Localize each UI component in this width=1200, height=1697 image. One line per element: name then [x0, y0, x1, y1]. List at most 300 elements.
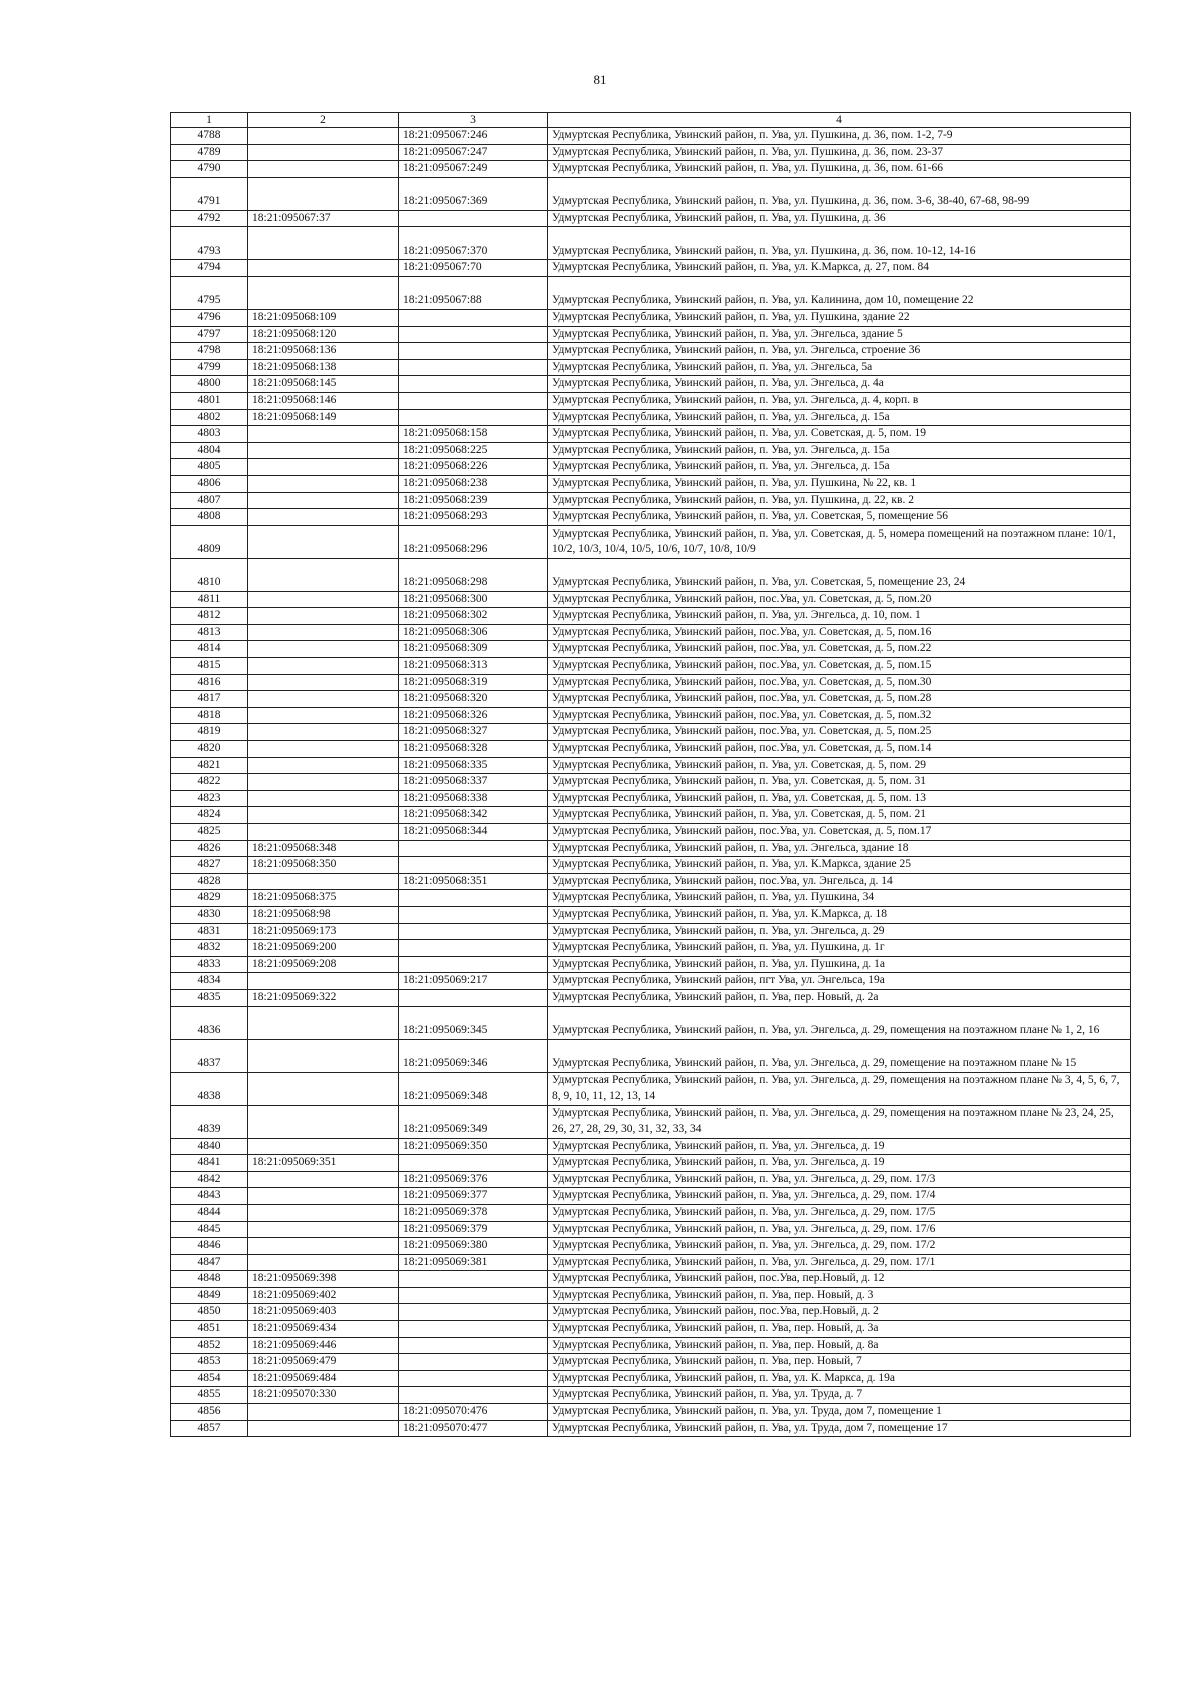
table-row [171, 1039, 1131, 1072]
address: Удмуртская Республика, Увинский район, п. Ува, ул. К.Маркса, здание 25 [548, 857, 1131, 874]
cadastral-number-col3 [399, 1271, 548, 1288]
cadastral-number-col3: 18:21:095068:328 [399, 741, 548, 758]
cadastral-number-col2 [248, 658, 399, 675]
cadastral-number-col3: 18:21:095069:381 [399, 1254, 548, 1271]
row-number: 4814 [171, 641, 248, 658]
row-number: 4823 [171, 790, 248, 807]
cadastral-number-col2 [248, 724, 399, 741]
cadastral-number-col3 [399, 1321, 548, 1338]
row-number: 4845 [171, 1221, 248, 1238]
row-number: 4798 [171, 343, 248, 360]
cadastral-number-col2: 18:21:095069:200 [248, 940, 399, 957]
table-row [171, 741, 1131, 758]
cadastral-number-col2: 18:21:095069:479 [248, 1354, 399, 1371]
address: Удмуртская Республика, Увинский район, п. Ува, ул. Энгельса, д. 10, пом. 1 [548, 608, 1131, 625]
address: Удмуртская Республика, Увинский район, п. Ува, ул. Пушкина, д. 1г [548, 940, 1131, 957]
table-row [171, 757, 1131, 774]
row-number: 4807 [171, 492, 248, 509]
address: Удмуртская Республика, Увинский район, п. Ува, ул. Энгельса, д. 29, пом. 17/1 [548, 1254, 1131, 1271]
address: Удмуртская Республика, Увинский район, п. Ува, ул. Энгельса, д. 29, помещение на поэтажном плане № 15 [548, 1039, 1131, 1072]
row-number: 4855 [171, 1387, 248, 1404]
table-row [171, 790, 1131, 807]
cadastral-number-col3: 18:21:095068:351 [399, 873, 548, 890]
address: Удмуртская Республика, Увинский район, пос.Ува, ул. Советская, д. 5, пом.17 [548, 824, 1131, 841]
cadastral-number-col3: 18:21:095070:477 [399, 1420, 548, 1437]
row-number: 4818 [171, 707, 248, 724]
table-row [171, 1188, 1131, 1205]
table-row [171, 525, 1131, 558]
table-row [171, 177, 1131, 210]
cadastral-number-col3: 18:21:095067:247 [399, 144, 548, 161]
cadastral-number-col2: 18:21:095068:136 [248, 343, 399, 360]
row-number: 4802 [171, 409, 248, 426]
cadastral-number-col3: 18:21:095069:380 [399, 1238, 548, 1255]
cadastral-number-col3: 18:21:095069:350 [399, 1138, 548, 1155]
cadastral-number-col3 [399, 210, 548, 227]
cadastral-number-col2 [248, 1138, 399, 1155]
cadastral-number-col3: 18:21:095067:88 [399, 276, 548, 309]
table-row [171, 392, 1131, 409]
cadastral-number-col2 [248, 525, 399, 558]
cadastral-number-col2 [248, 475, 399, 492]
address: Удмуртская Республика, Увинский район, пгт Ува, ул. Энгельса, 19а [548, 973, 1131, 990]
cadastral-number-col3 [399, 906, 548, 923]
cadastral-number-col3: 18:21:095069:379 [399, 1221, 548, 1238]
table-row [171, 1287, 1131, 1304]
cadastral-number-col2: 18:21:095069:322 [248, 989, 399, 1006]
table-row [171, 260, 1131, 277]
cadastral-number-col2 [248, 824, 399, 841]
row-number: 4803 [171, 426, 248, 443]
cadastral-number-col3 [399, 940, 548, 957]
cadastral-number-col2 [248, 1420, 399, 1437]
cadastral-number-col3: 18:21:095068:293 [399, 509, 548, 526]
row-number: 4788 [171, 128, 248, 145]
table-row [171, 641, 1131, 658]
row-number: 4790 [171, 161, 248, 178]
address: Удмуртская Республика, Увинский район, п. Ува, пер. Новый, д. 2а [548, 989, 1131, 1006]
cadastral-number-col3: 18:21:095068:326 [399, 707, 548, 724]
row-number: 4843 [171, 1188, 248, 1205]
address: Удмуртская Республика, Увинский район, п. Ува, ул. Советская, д. 5, пом. 29 [548, 757, 1131, 774]
address: Удмуртская Республика, Увинский район, п. Ува, ул. Энгельса, д. 29, пом. 17/2 [548, 1238, 1131, 1255]
table-row [171, 492, 1131, 509]
address: Удмуртская Республика, Увинский район, п. Ува, ул. Советская, 5, помещение 56 [548, 509, 1131, 526]
cadastral-number-col2 [248, 426, 399, 443]
table-row [171, 509, 1131, 526]
row-number: 4821 [171, 757, 248, 774]
table-row [171, 1006, 1131, 1039]
address: Удмуртская Республика, Увинский район, п. Ува, пер. Новый, д. 3 [548, 1287, 1131, 1304]
table-row [171, 426, 1131, 443]
table-row [171, 1337, 1131, 1354]
row-number: 4853 [171, 1354, 248, 1371]
row-number: 4849 [171, 1287, 248, 1304]
address: Удмуртская Республика, Увинский район, п. Ува, ул. Пушкина, д. 36, пом. 61-66 [548, 161, 1131, 178]
cadastral-number-col3: 18:21:095068:239 [399, 492, 548, 509]
cadastral-number-col3: 18:21:095069:378 [399, 1204, 548, 1221]
address: Удмуртская Республика, Увинский район, п. Ува, ул. Труда, дом 7, помещение 1 [548, 1404, 1131, 1421]
table-row [171, 724, 1131, 741]
row-number: 4793 [171, 227, 248, 260]
cadastral-number-col3 [399, 1155, 548, 1172]
cadastral-number-col3: 18:21:095068:225 [399, 442, 548, 459]
table-row [171, 276, 1131, 309]
address: Удмуртская Республика, Увинский район, п. Ува, ул. Энгельса, д. 4, корп. в [548, 392, 1131, 409]
address: Удмуртская Республика, Увинский район, п. Ува, ул. Энгельса, здание 18 [548, 840, 1131, 857]
table-row [171, 558, 1131, 591]
cadastral-number-col2 [248, 1188, 399, 1205]
row-number: 4830 [171, 906, 248, 923]
table-row [171, 707, 1131, 724]
row-number: 4813 [171, 624, 248, 641]
row-number: 4841 [171, 1155, 248, 1172]
row-number: 4826 [171, 840, 248, 857]
address: Удмуртская Республика, Увинский район, п. Ува, ул. Советская, 5, помещение 23, 24 [548, 558, 1131, 591]
table-row [171, 409, 1131, 426]
row-number: 4806 [171, 475, 248, 492]
row-number: 4811 [171, 591, 248, 608]
table-row [171, 1254, 1131, 1271]
address: Удмуртская Республика, Увинский район, пос.Ува, ул. Советская, д. 5, пом.32 [548, 707, 1131, 724]
table-row [171, 343, 1131, 360]
cadastral-number-col3 [399, 989, 548, 1006]
cadastral-number-col3 [399, 956, 548, 973]
cadastral-number-col3 [399, 1287, 548, 1304]
row-number: 4791 [171, 177, 248, 210]
cadastral-number-col2 [248, 144, 399, 161]
cadastral-number-col2: 18:21:095068:98 [248, 906, 399, 923]
address: Удмуртская Республика, Увинский район, п. Ува, ул. Труда, д. 7 [548, 1387, 1131, 1404]
address: Удмуртская Республика, Увинский район, пос.Ува, ул. Советская, д. 5, пом.30 [548, 674, 1131, 691]
address: Удмуртская Республика, Увинский район, п. Ува, ул. Энгельса, д. 15а [548, 409, 1131, 426]
table-row [171, 326, 1131, 343]
cadastral-number-col2: 18:21:095068:149 [248, 409, 399, 426]
cadastral-number-col2 [248, 492, 399, 509]
table-row [171, 309, 1131, 326]
cadastral-number-col2: 18:21:095068:120 [248, 326, 399, 343]
address: Удмуртская Республика, Увинский район, п. Ува, ул. Энгельса, д. 29, помещения на поэтажном плане № 1, 2, 16 [548, 1006, 1131, 1039]
cadastral-number-col2 [248, 1171, 399, 1188]
cadastral-number-col3: 18:21:095068:344 [399, 824, 548, 841]
cadastral-number-col3: 18:21:095067:369 [399, 177, 548, 210]
column-header-4: 4 [548, 113, 1131, 128]
cadastral-number-col2: 18:21:095069:398 [248, 1271, 399, 1288]
row-number: 4812 [171, 608, 248, 625]
cadastral-number-col3: 18:21:095068:238 [399, 475, 548, 492]
table-row [171, 973, 1131, 990]
row-number: 4824 [171, 807, 248, 824]
address: Удмуртская Республика, Увинский район, п. Ува, ул. Энгельса, д. 15а [548, 442, 1131, 459]
table-row [171, 658, 1131, 675]
row-number: 4834 [171, 973, 248, 990]
address: Удмуртская Республика, Увинский район, п. Ува, ул. Советская, д. 5, пом. 13 [548, 790, 1131, 807]
row-number: 4816 [171, 674, 248, 691]
address: Удмуртская Республика, Увинский район, п. Ува, ул. Энгельса, строение 36 [548, 343, 1131, 360]
cadastral-number-col3: 18:21:095068:319 [399, 674, 548, 691]
address: Удмуртская Республика, Увинский район, п. Ува, ул. Пушкина, 34 [548, 890, 1131, 907]
table-row [171, 1304, 1131, 1321]
table-row [171, 940, 1131, 957]
address: Удмуртская Республика, Увинский район, п. Ува, ул. К. Маркса, д. 19а [548, 1370, 1131, 1387]
address: Удмуртская Республика, Увинский район, пос.Ува, ул. Советская, д. 5, пом.28 [548, 691, 1131, 708]
row-number: 4808 [171, 509, 248, 526]
cadastral-number-col2 [248, 260, 399, 277]
address: Удмуртская Республика, Увинский район, п. Ува, ул. Энгельса, д. 15а [548, 459, 1131, 476]
row-number: 4842 [171, 1171, 248, 1188]
row-number: 4851 [171, 1321, 248, 1338]
cadastral-number-col3 [399, 309, 548, 326]
table-row [171, 227, 1131, 260]
row-number: 4804 [171, 442, 248, 459]
cadastral-number-col2 [248, 227, 399, 260]
row-number: 4836 [171, 1006, 248, 1039]
cadastral-number-col2 [248, 608, 399, 625]
cadastral-number-col3 [399, 840, 548, 857]
address: Удмуртская Республика, Увинский район, п. Ува, ул. Энгельса, д. 29, пом. 17/6 [548, 1221, 1131, 1238]
cadastral-number-col3: 18:21:095068:306 [399, 624, 548, 641]
address: Удмуртская Республика, Увинский район, п. Ува, ул. Калинина, дом 10, помещение 22 [548, 276, 1131, 309]
address: Удмуртская Республика, Увинский район, п. Ува, ул. Энгельса, д. 19 [548, 1138, 1131, 1155]
table-row [171, 459, 1131, 476]
cadastral-number-col2 [248, 1105, 399, 1138]
cadastral-number-col3 [399, 1337, 548, 1354]
cadastral-number-col2 [248, 558, 399, 591]
address: Удмуртская Республика, Увинский район, п. Ува, ул. Советская, д. 5, пом. 19 [548, 426, 1131, 443]
column-header-1: 1 [171, 113, 248, 128]
cadastral-number-col3: 18:21:095067:370 [399, 227, 548, 260]
cadastral-number-col3 [399, 1304, 548, 1321]
cadastral-number-col3: 18:21:095068:342 [399, 807, 548, 824]
cadastral-number-col3: 18:21:095068:158 [399, 426, 548, 443]
table-row [171, 1370, 1131, 1387]
cadastral-number-col2 [248, 1204, 399, 1221]
row-number: 4792 [171, 210, 248, 227]
address: Удмуртская Республика, Увинский район, п. Ува, ул. Труда, дом 7, помещение 17 [548, 1420, 1131, 1437]
row-number: 4832 [171, 940, 248, 957]
table-row [171, 128, 1131, 145]
table-row [171, 442, 1131, 459]
address: Удмуртская Республика, Увинский район, пос.Ува, пер.Новый, д. 2 [548, 1304, 1131, 1321]
cadastral-number-col3: 18:21:095068:337 [399, 774, 548, 791]
row-number: 4809 [171, 525, 248, 558]
address: Удмуртская Республика, Увинский район, п. Ува, ул. Пушкина, д. 22, кв. 2 [548, 492, 1131, 509]
cadastral-number-col3: 18:21:095068:313 [399, 658, 548, 675]
table-row [171, 1221, 1131, 1238]
cadastral-number-col2 [248, 1006, 399, 1039]
row-number: 4817 [171, 691, 248, 708]
cadastral-number-col2 [248, 1039, 399, 1072]
address: Удмуртская Республика, Увинский район, п. Ува, ул. Энгельса, д. 19 [548, 1155, 1131, 1172]
cadastral-number-col3: 18:21:095068:327 [399, 724, 548, 741]
cadastral-number-col2: 18:21:095069:484 [248, 1370, 399, 1387]
row-number: 4822 [171, 774, 248, 791]
address: Удмуртская Республика, Увинский район, пос.Ува, ул. Советская, д. 5, пом.22 [548, 641, 1131, 658]
address: Удмуртская Республика, Увинский район, пос.Ува, ул. Энгельса, д. 14 [548, 873, 1131, 890]
address: Удмуртская Республика, Увинский район, п. Ува, ул. Энгельса, д. 29 [548, 923, 1131, 940]
cadastral-number-col2: 18:21:095069:173 [248, 923, 399, 940]
row-number: 4819 [171, 724, 248, 741]
cadastral-number-col3 [399, 343, 548, 360]
cadastral-number-col2 [248, 459, 399, 476]
table-row [171, 1420, 1131, 1437]
cadastral-number-col2 [248, 757, 399, 774]
table-row [171, 1072, 1131, 1105]
table-row [171, 840, 1131, 857]
row-number: 4831 [171, 923, 248, 940]
table-row [171, 1354, 1131, 1371]
table-row [171, 1321, 1131, 1338]
cadastral-number-col2 [248, 807, 399, 824]
address: Удмуртская Республика, Увинский район, п. Ува, ул. Советская, д. 5, пом. 21 [548, 807, 1131, 824]
address: Удмуртская Республика, Увинский район, п. Ува, ул. Пушкина, здание 22 [548, 309, 1131, 326]
cadastral-number-col3: 18:21:095068:226 [399, 459, 548, 476]
cadastral-number-col3: 18:21:095069:217 [399, 973, 548, 990]
cadastral-number-col2: 18:21:095068:146 [248, 392, 399, 409]
table-row [171, 1404, 1131, 1421]
cadastral-number-col2: 18:21:095069:446 [248, 1337, 399, 1354]
row-number: 4789 [171, 144, 248, 161]
cadastral-number-col2 [248, 509, 399, 526]
row-number: 4852 [171, 1337, 248, 1354]
cadastral-number-col3: 18:21:095068:309 [399, 641, 548, 658]
table-row [171, 1204, 1131, 1221]
row-number: 4805 [171, 459, 248, 476]
row-number: 4846 [171, 1238, 248, 1255]
row-number: 4820 [171, 741, 248, 758]
row-number: 4857 [171, 1420, 248, 1437]
table-row [171, 923, 1131, 940]
cadastral-number-col2: 18:21:095068:348 [248, 840, 399, 857]
cadastral-number-col2: 18:21:095069:208 [248, 956, 399, 973]
cadastral-number-col3: 18:21:095069:348 [399, 1072, 548, 1105]
cadastral-number-col2: 18:21:095067:37 [248, 210, 399, 227]
row-number: 4840 [171, 1138, 248, 1155]
cadastral-number-col2 [248, 128, 399, 145]
cadastral-number-col2 [248, 641, 399, 658]
cadastral-number-col3 [399, 359, 548, 376]
row-number: 4815 [171, 658, 248, 675]
cadastral-number-col2 [248, 177, 399, 210]
cadastral-number-col2: 18:21:095069:351 [248, 1155, 399, 1172]
row-number: 4839 [171, 1105, 248, 1138]
address: Удмуртская Республика, Увинский район, пос.Ува, ул. Советская, д. 5, пом.16 [548, 624, 1131, 641]
row-number: 4827 [171, 857, 248, 874]
cadastral-number-col2 [248, 707, 399, 724]
cadastral-number-col3 [399, 376, 548, 393]
cadastral-number-col2 [248, 161, 399, 178]
cadastral-number-col3 [399, 857, 548, 874]
cadastral-number-col2 [248, 741, 399, 758]
table-row [171, 475, 1131, 492]
address: Удмуртская Республика, Увинский район, п. Ува, ул. Пушкина, д. 36 [548, 210, 1131, 227]
cadastral-number-col3 [399, 1387, 548, 1404]
table-row [171, 691, 1131, 708]
cadastral-number-col3 [399, 890, 548, 907]
row-number: 4810 [171, 558, 248, 591]
registry-table [170, 112, 1131, 1437]
page-number: 81 [593, 72, 607, 87]
cadastral-number-col2 [248, 674, 399, 691]
address: Удмуртская Республика, Увинский район, п. Ува, ул. Энгельса, д. 4а [548, 376, 1131, 393]
cadastral-number-col2 [248, 1254, 399, 1271]
cadastral-number-col2 [248, 790, 399, 807]
row-number: 4825 [171, 824, 248, 841]
table-row [171, 956, 1131, 973]
row-number: 4848 [171, 1271, 248, 1288]
address: Удмуртская Республика, Увинский район, п. Ува, пер. Новый, д. 3а [548, 1321, 1131, 1338]
cadastral-number-col3: 18:21:095069:377 [399, 1188, 548, 1205]
row-number: 4800 [171, 376, 248, 393]
table-row [171, 1387, 1131, 1404]
cadastral-number-col2 [248, 442, 399, 459]
table-row [171, 1271, 1131, 1288]
cadastral-number-col2 [248, 276, 399, 309]
table-row [171, 608, 1131, 625]
cadastral-number-col3: 18:21:095068:338 [399, 790, 548, 807]
row-number: 4794 [171, 260, 248, 277]
cadastral-number-col3: 18:21:095069:345 [399, 1006, 548, 1039]
table-row [171, 890, 1131, 907]
cadastral-number-col2: 18:21:095068:138 [248, 359, 399, 376]
cadastral-number-col3 [399, 1354, 548, 1371]
cadastral-number-col2 [248, 1404, 399, 1421]
address: Удмуртская Республика, Увинский район, п. Ува, ул. Пушкина, д. 1а [548, 956, 1131, 973]
header-row [171, 113, 1131, 128]
row-number: 4829 [171, 890, 248, 907]
cadastral-number-col3: 18:21:095068:302 [399, 608, 548, 625]
table-row [171, 906, 1131, 923]
address: Удмуртская Республика, Увинский район, п. Ува, пер. Новый, д. 8а [548, 1337, 1131, 1354]
table-row [171, 1105, 1131, 1138]
cadastral-number-col3: 18:21:095070:476 [399, 1404, 548, 1421]
row-number: 4797 [171, 326, 248, 343]
cadastral-number-col2 [248, 1221, 399, 1238]
table-row [171, 774, 1131, 791]
cadastral-number-col3: 18:21:095068:298 [399, 558, 548, 591]
cadastral-number-col3: 18:21:095069:349 [399, 1105, 548, 1138]
cadastral-number-col2: 18:21:095068:375 [248, 890, 399, 907]
address: Удмуртская Республика, Увинский район, п. Ува, ул. Энгельса, д. 29, пом. 17/5 [548, 1204, 1131, 1221]
cadastral-number-col2: 18:21:095069:402 [248, 1287, 399, 1304]
address: Удмуртская Республика, Увинский район, пос.Ува, ул. Советская, д. 5, пом.15 [548, 658, 1131, 675]
address: Удмуртская Республика, Увинский район, п. Ува, пер. Новый, 7 [548, 1354, 1131, 1371]
cadastral-number-col3: 18:21:095068:335 [399, 757, 548, 774]
row-number: 4828 [171, 873, 248, 890]
cadastral-number-col3: 18:21:095067:249 [399, 161, 548, 178]
cadastral-number-col3 [399, 923, 548, 940]
table-row [171, 857, 1131, 874]
cadastral-number-col2: 18:21:095068:350 [248, 857, 399, 874]
cadastral-number-col2: 18:21:095070:330 [248, 1387, 399, 1404]
cadastral-number-col3: 18:21:095068:300 [399, 591, 548, 608]
cadastral-number-col2 [248, 1072, 399, 1105]
cadastral-number-col2: 18:21:095068:109 [248, 309, 399, 326]
table-row [171, 376, 1131, 393]
address: Удмуртская Республика, Увинский район, п. Ува, ул. Энгельса, д. 29, пом. 17/4 [548, 1188, 1131, 1205]
cadastral-number-col2: 18:21:095068:145 [248, 376, 399, 393]
address: Удмуртская Республика, Увинский район, п. Ува, ул. К.Маркса, д. 18 [548, 906, 1131, 923]
table-row [171, 591, 1131, 608]
address: Удмуртская Республика, Увинский район, п. Ува, ул. К.Маркса, д. 27, пом. 84 [548, 260, 1131, 277]
table-row [171, 1171, 1131, 1188]
table-row [171, 144, 1131, 161]
cadastral-number-col3 [399, 409, 548, 426]
address: Удмуртская Республика, Увинский район, п. Ува, ул. Энгельса, здание 5 [548, 326, 1131, 343]
cadastral-number-col3 [399, 1370, 548, 1387]
address: Удмуртская Республика, Увинский район, пос.Ува, ул. Советская, д. 5, пом.20 [548, 591, 1131, 608]
cadastral-number-col2: 18:21:095069:434 [248, 1321, 399, 1338]
